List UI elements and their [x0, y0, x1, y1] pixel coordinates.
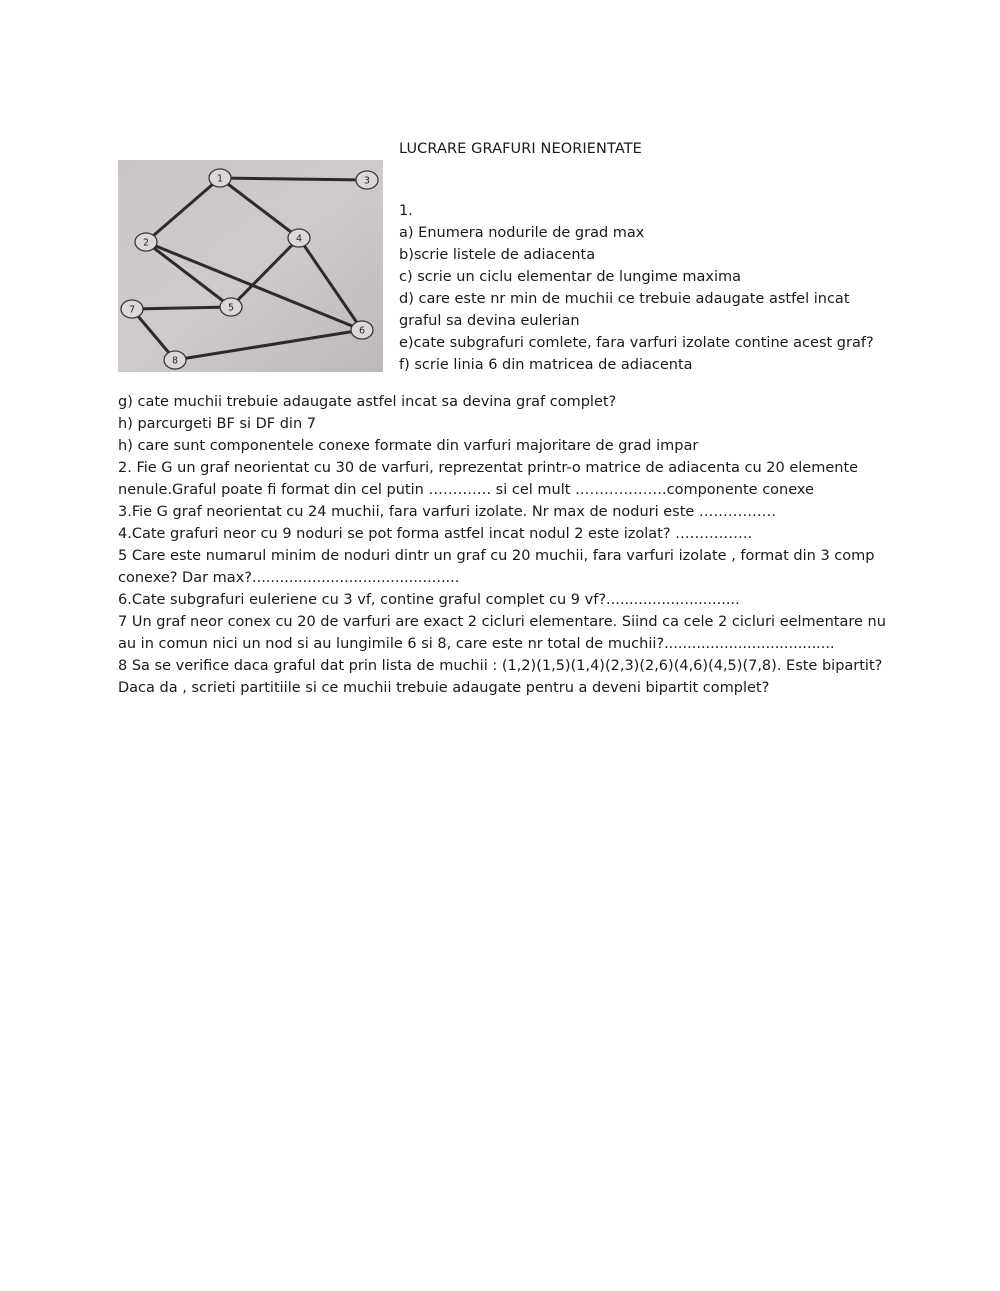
question-line: au in comun nici un nod si au lungimile 6 si 8, care este nr total de muchii?.....................................	[118, 636, 835, 652]
graph-node-label: 8	[171, 355, 179, 367]
question-line: 6.Cate subgrafuri euleriene cu 3 vf, contine graful complet cu 9 vf?.............................	[118, 592, 740, 608]
question-line: b)scrie listele de adiacenta	[399, 247, 596, 263]
question-line: c) scrie un ciclu elementar de lungime maxima	[399, 269, 741, 285]
question-line: h) parcurgeti BF si DF din 7	[118, 416, 316, 432]
question-line: nenule.Graful poate fi format din cel putin …………. si cel mult ……………….componente conexe	[118, 482, 814, 498]
graph-node-label: 5	[227, 302, 235, 314]
graph-node-1	[209, 169, 231, 187]
question-line: 8 Sa se verifice daca graful dat prin lista de muchii : (1,2)(1,5)(1,4)(2,3)(2,6)(4,6)(4,5)(7,8). Este bipartit?	[118, 658, 883, 674]
graph-edge-1-3	[220, 178, 367, 180]
question-line: 5 Care este numarul minim de noduri dintr un graf cu 20 muchii, fara varfuri izolate , format din 3 comp	[118, 548, 875, 564]
graph-node-8	[164, 351, 186, 369]
question-list-top	[399, 200, 899, 376]
question-line: a) Enumera nodurile de grad max	[399, 225, 645, 241]
graph-edge-5-7	[132, 307, 231, 309]
question-line: conexe? Dar max?.............................................	[118, 570, 460, 586]
graph-node-5	[220, 298, 242, 316]
graph-node-label: 6	[358, 325, 366, 337]
graph-node-7	[121, 300, 143, 318]
question-line: graful sa devina eulerian	[399, 313, 580, 329]
graph-node-label: 3	[363, 175, 371, 187]
question-line: e)cate subgrafuri comlete, fara varfuri izolate contine acest graf?	[399, 335, 874, 351]
question-line: 1.	[399, 203, 413, 219]
graph-node-6	[351, 321, 373, 339]
question-line: d) care este nr min de muchii ce trebuie adaugate astfel incat	[399, 291, 850, 307]
graph-node-3	[356, 171, 378, 189]
graph-photo	[118, 160, 383, 372]
graph-node-label: 2	[142, 237, 150, 249]
question-list-bottom	[118, 391, 898, 699]
page-title: LUCRARE GRAFURI NEORIENTATE	[399, 141, 642, 157]
question-line: g) cate muchii trebuie adaugate astfel incat sa devina graf complet?	[118, 394, 617, 410]
question-line: h) care sunt componentele conexe formate din varfuri majoritare de grad impar	[118, 438, 699, 454]
question-line: 3.Fie G graf neorientat cu 24 muchii, fara varfuri izolate. Nr max de noduri este …………….	[118, 504, 777, 520]
question-line: 4.Cate grafuri neor cu 9 noduri se pot forma astfel incat nodul 2 este izolat? …………….	[118, 526, 753, 542]
question-line: 7 Un graf neor conex cu 20 de varfuri are exact 2 cicluri elementare. Siind ca cele 2 cicluri eelmentare nu	[118, 614, 886, 630]
graph-node-4	[288, 229, 310, 247]
graph-node-label: 7	[128, 304, 136, 316]
question-line: 2. Fie G un graf neorientat cu 30 de varfuri, reprezentat printr-o matrice de adiacenta cu 20 elemente	[118, 460, 859, 476]
graph-node-2	[135, 233, 157, 251]
graph-diagram	[118, 160, 383, 372]
graph-node-label: 1	[216, 173, 224, 185]
question-line: f) scrie linia 6 din matricea de adiacenta	[399, 357, 693, 373]
graph-node-label: 4	[295, 233, 303, 245]
question-line: Daca da , scrieti partitiile si ce muchii trebuie adaugate pentru a deveni bipartit complet?	[118, 680, 770, 696]
